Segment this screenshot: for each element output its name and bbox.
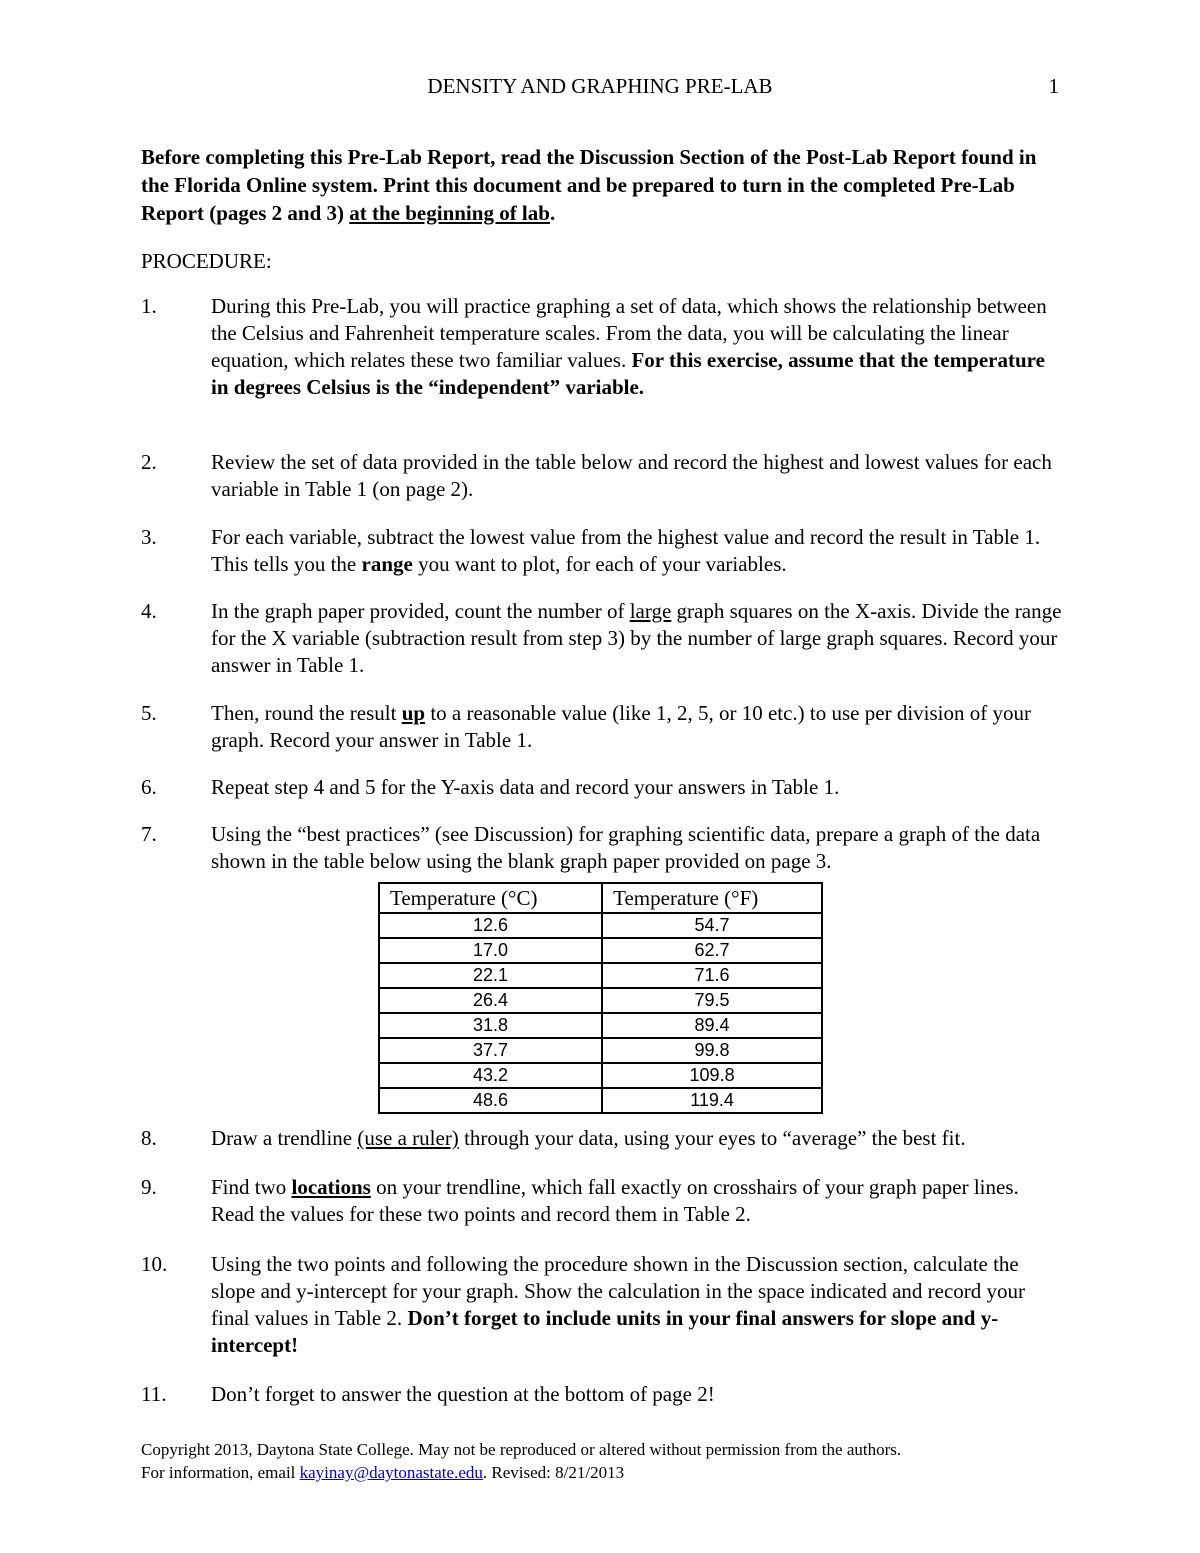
step-text: For each variable, subtract the lowest value from the highest value and record the result in Table 1. This tells you the <box>211 525 1041 576</box>
contact-line <box>141 1461 1071 1484</box>
page-number: 1 <box>1048 74 1059 98</box>
intro-text: Before completing this Pre-Lab Report, read the Discussion Section of the Post-Lab Report found in the Florida Online system. Print this document and be prepared to turn in the completed Pre-Lab Report (pages 2 and 3) <box>141 145 1037 225</box>
page-header <box>141 74 1059 98</box>
table-row <box>379 938 822 963</box>
step-underlined-text: large <box>629 599 672 623</box>
step-8 <box>141 1125 1066 1152</box>
fahrenheit-cell: 54.7 <box>602 913 822 938</box>
fahrenheit-cell: 71.6 <box>602 963 822 988</box>
step-2 <box>141 449 1066 503</box>
step-bold-text: Don’t forget to include units in your final answers for slope and y-intercept! <box>211 1306 999 1357</box>
step-bold-underlined-text: up <box>401 701 426 725</box>
table-header-row <box>379 883 822 913</box>
step-3 <box>141 524 1066 578</box>
celsius-cell: 22.1 <box>379 963 602 988</box>
step-text: In the graph paper provided, count the number of <box>211 599 630 623</box>
step-9 <box>141 1174 1066 1228</box>
step-4 <box>141 598 1066 679</box>
fahrenheit-cell: 109.8 <box>602 1063 822 1088</box>
document-title: DENSITY AND GRAPHING PRE-LAB <box>427 74 773 98</box>
celsius-cell: 17.0 <box>379 938 602 963</box>
step-text: Review the set of data provided in the table below and record the highest and lowest values for each variable in Table 1 (on page 2). <box>211 450 1052 501</box>
step-number: 3. <box>141 525 157 549</box>
celsius-cell: 48.6 <box>379 1088 602 1113</box>
step-number: 11. <box>141 1382 167 1406</box>
revised-date: . Revised: 8/21/2013 <box>482 1463 625 1482</box>
contact-prefix: For information, email <box>141 1463 300 1482</box>
step-text: Find two <box>211 1175 292 1199</box>
intro-underlined-text: at the beginning of lab <box>349 201 550 225</box>
step-text: Draw a trendline <box>211 1126 358 1150</box>
step-number: 8. <box>141 1126 157 1150</box>
celsius-cell: 43.2 <box>379 1063 602 1088</box>
table-row <box>379 1013 822 1038</box>
step-number: 2. <box>141 450 157 474</box>
step-text-end: graph squares on the X-axis. Divide the range for the X variable (subtraction result from step 3) by the number of large graph squares. Record your answer in Table 1. <box>211 599 1062 677</box>
step-underlined-text: (use a ruler) <box>357 1126 459 1150</box>
step-number: 10. <box>141 1252 168 1276</box>
table-row <box>379 988 822 1013</box>
step-number: 1. <box>141 294 157 318</box>
fahrenheit-cell: 62.7 <box>602 938 822 963</box>
celsius-cell: 31.8 <box>379 1013 602 1038</box>
step-bold-text: range <box>361 552 413 576</box>
step-text-end: through your data, using your eyes to “average” the best fit. <box>458 1126 966 1150</box>
table-row <box>379 913 822 938</box>
procedure-heading: PROCEDURE: <box>141 249 272 273</box>
table-row <box>379 1088 822 1113</box>
step-bold-underlined-text: locations <box>291 1175 371 1199</box>
column-header-celsius: Temperature (°C) <box>379 883 602 913</box>
table-row <box>379 1063 822 1088</box>
fahrenheit-cell: 79.5 <box>602 988 822 1013</box>
step-text: During this Pre-Lab, you will practice graphing a set of data, which shows the relationship between the Celsius and Fahrenheit temperature scales. From the data, you will be calculating the linear equation, which relates these two familiar values. <box>211 294 1047 372</box>
email-link[interactable]: kayinay@daytonastate.edu <box>299 1463 483 1482</box>
fahrenheit-cell: 119.4 <box>602 1088 822 1113</box>
step-text-end: you want to plot, for each of your variables. <box>412 552 787 576</box>
fahrenheit-cell: 89.4 <box>602 1013 822 1038</box>
intro-text-end: . <box>549 201 556 225</box>
step-6 <box>141 774 1066 801</box>
copyright-line: Copyright 2013, Daytona State College. May not be reproduced or altered without permission from the authors. <box>141 1440 902 1459</box>
step-bold-text: For this exercise, assume that the temperature in degrees Celsius is the “independent” variable. <box>211 348 1045 399</box>
step-11 <box>141 1381 1066 1408</box>
step-text: Don’t forget to answer the question at the bottom of page 2! <box>211 1382 715 1406</box>
step-text-end: on your trendline, which fall exactly on crosshairs of your graph paper lines. Read the values for these two points and record them in Table 2. <box>211 1175 1019 1226</box>
step-text-end: to a reasonable value (like 1, 2, 5, or 10 etc.) to use per division of your graph. Record your answer in Table 1. <box>211 701 1031 752</box>
step-text: Then, round the result <box>211 701 402 725</box>
step-text: Repeat step 4 and 5 for the Y-axis data and record your answers in Table 1. <box>211 775 840 799</box>
page-footer <box>141 1438 1071 1484</box>
step-text: Using the two points and following the procedure shown in the Discussion section, calculate the slope and y-intercept for your graph. Show the calculation in the space indicated and record your final values in Table 2. <box>211 1252 1026 1330</box>
celsius-cell: 12.6 <box>379 913 602 938</box>
step-10 <box>141 1251 1066 1359</box>
step-number: 5. <box>141 701 157 725</box>
column-header-fahrenheit: Temperature (°F) <box>602 883 822 913</box>
fahrenheit-cell: 99.8 <box>602 1038 822 1063</box>
step-number: 9. <box>141 1175 157 1199</box>
celsius-cell: 26.4 <box>379 988 602 1013</box>
step-7 <box>141 821 1066 875</box>
step-1 <box>141 293 1066 401</box>
step-text: Using the “best practices” (see Discussion) for graphing scientific data, prepare a graph of the data shown in the table below using the blank graph paper provided on page 3. <box>211 822 1041 873</box>
temperature-data-table <box>378 882 823 1114</box>
step-number: 6. <box>141 775 157 799</box>
intro-paragraph <box>141 143 1066 227</box>
step-number: 7. <box>141 822 157 846</box>
celsius-cell: 37.7 <box>379 1038 602 1063</box>
step-5 <box>141 700 1066 754</box>
step-number: 4. <box>141 599 157 623</box>
table-row <box>379 1038 822 1063</box>
table-row <box>379 963 822 988</box>
